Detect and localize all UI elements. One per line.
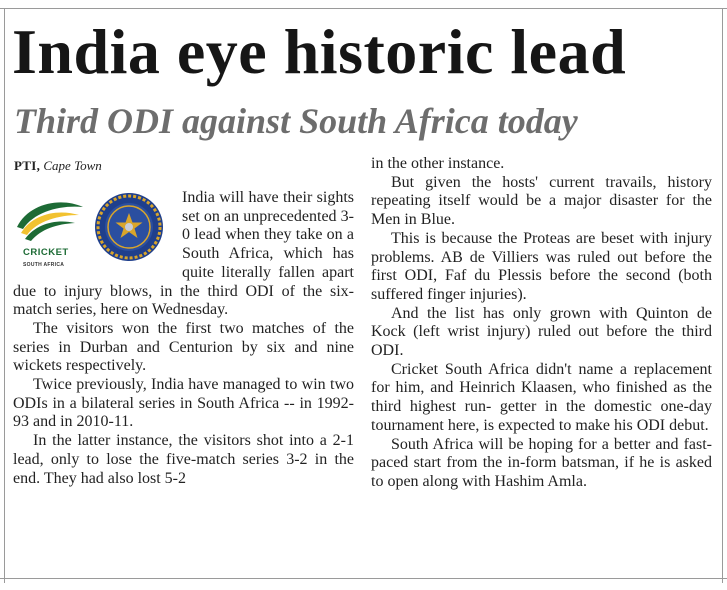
article-column-1 [13,189,354,488]
paragraph: India will have their sights set on an unprecedented 3-0 lead when they take on a South Africa, which has quite literally fallen apart due to injury blows, in the third ODI of the six-match series, here on Wednesday. [13,189,354,319]
paragraph: In the latter instance, the visitors shot into a 2-1 lead, only to lose the five-match series 3-2 in the end. They had also lost 5-2 [13,432,354,487]
top-rule [0,8,727,9]
paragraph: South Africa will be hoping for a better and fast-paced start from the in-form batsman, if he is asked to open along with Hashim Amla. [371,435,712,490]
right-border [722,8,723,583]
paragraph: in the other instance. [371,155,505,172]
paragraph: And the list has only grown with Quinton de Kock (left wrist injury) ruled out before the third ODI. [371,304,712,360]
paragraph: This is because the Proteas are beset with injury problems. AB de Villiers was ruled out before the first ODI, Faf du Plessis before the second (both suffered finger injuries). [371,229,712,303]
paragraph: Cricket South Africa didn't name a replacement for him, and Heinrich Klaasen, who finished as the third highest run- getter in the domestic one-day tournament here, is expected to make his ODI debut. [371,360,712,434]
article-column-2 [371,155,712,492]
bcci-crest-icon [93,191,165,263]
logos [13,189,181,273]
bottom-rule [0,578,727,579]
csa-logo-subtitle: SOUTH AFRICA [23,262,65,268]
dateline [14,157,102,175]
paragraph: Twice previously, India have managed to win two ODIs in a bilateral series in South Africa -- in 1992-93 and in 2010-11. [13,376,354,431]
headline: India eye historic lead [12,16,627,87]
csa-logo-name: CRICKET [23,247,69,258]
paragraph: The visitors won the first two matches of the series in Durban and Centurion by six and nine wickets respectively. [13,319,354,375]
dateline-place: Cape Town [43,158,102,173]
paragraph: But given the hosts' current travails, history repeating itself would be a major disaster for the Men in Blue. [371,173,712,229]
subheadline: Third ODI against South Africa today [14,101,578,141]
left-border [4,8,5,583]
dateline-agency: PTI, [14,158,41,173]
